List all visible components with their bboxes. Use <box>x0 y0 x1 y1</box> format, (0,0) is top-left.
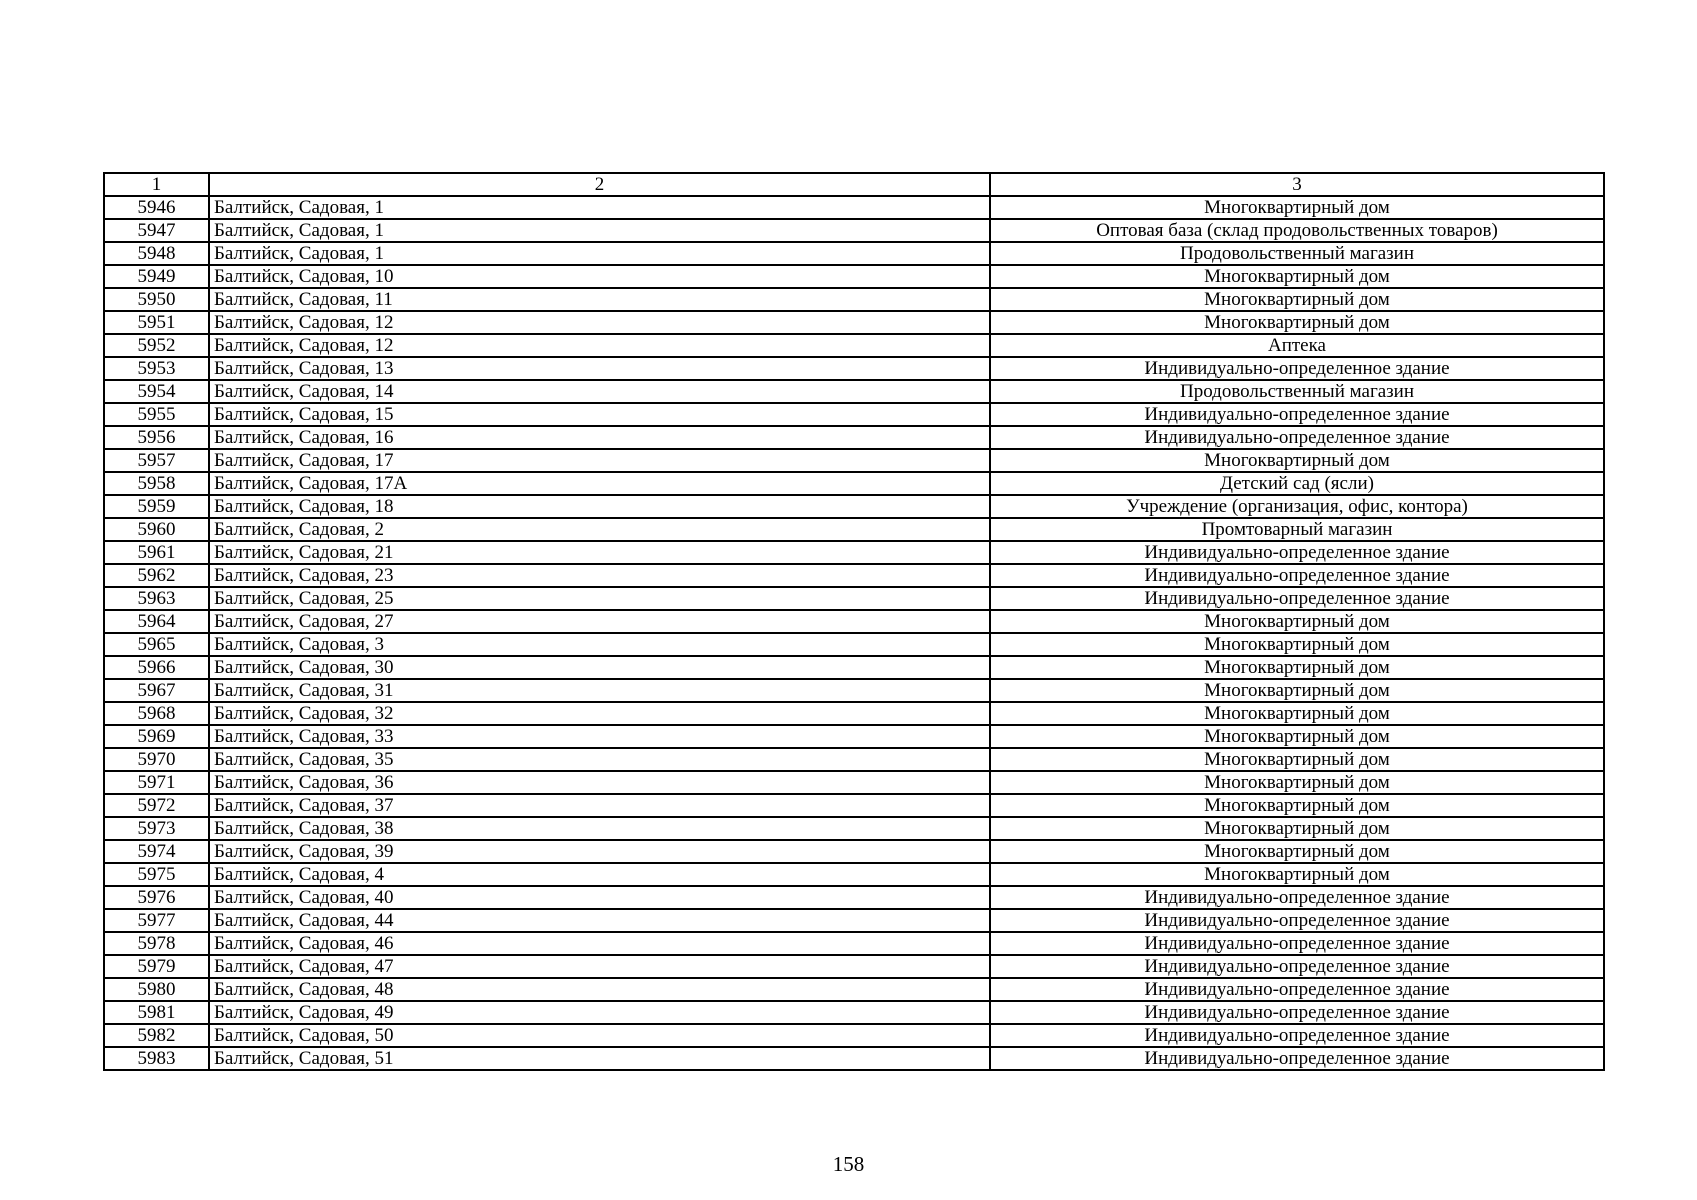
table-header-row <box>104 173 1604 196</box>
column-header-1: 1 <box>104 173 209 196</box>
address-cell: Балтийск, Садовая, 35 <box>209 748 990 771</box>
address-cell: Балтийск, Садовая, 51 <box>209 1047 990 1070</box>
table-row <box>104 932 1604 955</box>
object-type-cell: Индивидуально-определенное здание <box>990 541 1604 564</box>
row-number-cell: 5954 <box>104 380 209 403</box>
address-cell: Балтийск, Садовая, 49 <box>209 1001 990 1024</box>
row-number-cell: 5947 <box>104 219 209 242</box>
row-number-cell: 5951 <box>104 311 209 334</box>
object-type-cell: Промтоварный магазин <box>990 518 1604 541</box>
address-cell: Балтийск, Садовая, 18 <box>209 495 990 518</box>
object-type-cell: Многоквартирный дом <box>990 656 1604 679</box>
table-row <box>104 1001 1604 1024</box>
table-row <box>104 449 1604 472</box>
table-row <box>104 334 1604 357</box>
row-number-cell: 5964 <box>104 610 209 633</box>
object-type-cell: Индивидуально-определенное здание <box>990 886 1604 909</box>
table-row <box>104 1024 1604 1047</box>
table-row <box>104 955 1604 978</box>
object-type-cell: Многоквартирный дом <box>990 449 1604 472</box>
row-number-cell: 5953 <box>104 357 209 380</box>
address-cell: Балтийск, Садовая, 2 <box>209 518 990 541</box>
address-cell: Балтийск, Садовая, 38 <box>209 817 990 840</box>
row-number-cell: 5966 <box>104 656 209 679</box>
table-row <box>104 909 1604 932</box>
row-number-cell: 5977 <box>104 909 209 932</box>
row-number-cell: 5982 <box>104 1024 209 1047</box>
address-cell: Балтийск, Садовая, 12 <box>209 334 990 357</box>
address-cell: Балтийск, Садовая, 48 <box>209 978 990 1001</box>
object-type-cell: Многоквартирный дом <box>990 863 1604 886</box>
object-type-cell: Многоквартирный дом <box>990 817 1604 840</box>
row-number-cell: 5961 <box>104 541 209 564</box>
object-type-cell: Многоквартирный дом <box>990 633 1604 656</box>
object-type-cell: Индивидуально-определенное здание <box>990 1024 1604 1047</box>
row-number-cell: 5946 <box>104 196 209 219</box>
address-cell: Балтийск, Садовая, 36 <box>209 771 990 794</box>
row-number-cell: 5952 <box>104 334 209 357</box>
row-number-cell: 5960 <box>104 518 209 541</box>
row-number-cell: 5959 <box>104 495 209 518</box>
address-cell: Балтийск, Садовая, 14 <box>209 380 990 403</box>
table-row <box>104 794 1604 817</box>
object-type-cell: Многоквартирный дом <box>990 748 1604 771</box>
row-number-cell: 5974 <box>104 840 209 863</box>
table-row <box>104 196 1604 219</box>
address-cell: Балтийск, Садовая, 27 <box>209 610 990 633</box>
row-number-cell: 5979 <box>104 955 209 978</box>
object-type-cell: Индивидуально-определенное здание <box>990 587 1604 610</box>
table-body <box>104 196 1604 1070</box>
table-row <box>104 771 1604 794</box>
object-type-cell: Оптовая база (склад продовольственных товаров) <box>990 219 1604 242</box>
address-cell: Балтийск, Садовая, 17А <box>209 472 990 495</box>
address-cell: Балтийск, Садовая, 13 <box>209 357 990 380</box>
row-number-cell: 5965 <box>104 633 209 656</box>
table-row <box>104 656 1604 679</box>
object-type-cell: Многоквартирный дом <box>990 725 1604 748</box>
row-number-cell: 5957 <box>104 449 209 472</box>
address-cell: Балтийск, Садовая, 44 <box>209 909 990 932</box>
table-row <box>104 679 1604 702</box>
table-row <box>104 886 1604 909</box>
row-number-cell: 5981 <box>104 1001 209 1024</box>
object-type-cell: Индивидуально-определенное здание <box>990 357 1604 380</box>
address-cell: Балтийск, Садовая, 21 <box>209 541 990 564</box>
row-number-cell: 5980 <box>104 978 209 1001</box>
address-cell: Балтийск, Садовая, 50 <box>209 1024 990 1047</box>
row-number-cell: 5983 <box>104 1047 209 1070</box>
table-row <box>104 863 1604 886</box>
address-cell: Балтийск, Садовая, 16 <box>209 426 990 449</box>
object-type-cell: Аптека <box>990 334 1604 357</box>
address-cell: Балтийск, Садовая, 10 <box>209 265 990 288</box>
row-number-cell: 5950 <box>104 288 209 311</box>
object-type-cell: Продовольственный магазин <box>990 380 1604 403</box>
address-cell: Балтийск, Садовая, 4 <box>209 863 990 886</box>
address-cell: Балтийск, Садовая, 23 <box>209 564 990 587</box>
table-row <box>104 472 1604 495</box>
table-row <box>104 702 1604 725</box>
address-cell: Балтийск, Садовая, 37 <box>209 794 990 817</box>
address-cell: Балтийск, Садовая, 1 <box>209 196 990 219</box>
object-type-cell: Многоквартирный дом <box>990 771 1604 794</box>
table-row <box>104 633 1604 656</box>
object-type-cell: Многоквартирный дом <box>990 265 1604 288</box>
table-row <box>104 541 1604 564</box>
row-number-cell: 5976 <box>104 886 209 909</box>
object-type-cell: Индивидуально-определенное здание <box>990 1001 1604 1024</box>
table-row <box>104 219 1604 242</box>
row-number-cell: 5949 <box>104 265 209 288</box>
address-cell: Балтийск, Садовая, 32 <box>209 702 990 725</box>
row-number-cell: 5975 <box>104 863 209 886</box>
address-cell: Балтийск, Садовая, 30 <box>209 656 990 679</box>
table-row <box>104 725 1604 748</box>
row-number-cell: 5978 <box>104 932 209 955</box>
registry-table <box>103 172 1605 1071</box>
object-type-cell: Детский сад (ясли) <box>990 472 1604 495</box>
object-type-cell: Многоквартирный дом <box>990 610 1604 633</box>
row-number-cell: 5970 <box>104 748 209 771</box>
address-cell: Балтийск, Садовая, 33 <box>209 725 990 748</box>
object-type-cell: Многоквартирный дом <box>990 196 1604 219</box>
table-row <box>104 1047 1604 1070</box>
table-row <box>104 357 1604 380</box>
table-row <box>104 242 1604 265</box>
address-cell: Балтийск, Садовая, 25 <box>209 587 990 610</box>
object-type-cell: Индивидуально-определенное здание <box>990 932 1604 955</box>
address-cell: Балтийск, Садовая, 46 <box>209 932 990 955</box>
table-row <box>104 978 1604 1001</box>
table-row <box>104 587 1604 610</box>
row-number-cell: 5956 <box>104 426 209 449</box>
table-row <box>104 380 1604 403</box>
row-number-cell: 5963 <box>104 587 209 610</box>
address-cell: Балтийск, Садовая, 31 <box>209 679 990 702</box>
object-type-cell: Индивидуально-определенное здание <box>990 564 1604 587</box>
address-cell: Балтийск, Садовая, 39 <box>209 840 990 863</box>
table-row <box>104 610 1604 633</box>
object-type-cell: Многоквартирный дом <box>990 702 1604 725</box>
row-number-cell: 5967 <box>104 679 209 702</box>
address-cell: Балтийск, Садовая, 17 <box>209 449 990 472</box>
table-row <box>104 426 1604 449</box>
row-number-cell: 5962 <box>104 564 209 587</box>
object-type-cell: Индивидуально-определенное здание <box>990 403 1604 426</box>
row-number-cell: 5973 <box>104 817 209 840</box>
row-number-cell: 5969 <box>104 725 209 748</box>
object-type-cell: Индивидуально-определенное здание <box>990 955 1604 978</box>
table-row <box>104 288 1604 311</box>
address-cell: Балтийск, Садовая, 47 <box>209 955 990 978</box>
address-cell: Балтийск, Садовая, 12 <box>209 311 990 334</box>
table-row <box>104 265 1604 288</box>
row-number-cell: 5948 <box>104 242 209 265</box>
table-row <box>104 817 1604 840</box>
row-number-cell: 5971 <box>104 771 209 794</box>
address-cell: Балтийск, Садовая, 3 <box>209 633 990 656</box>
row-number-cell: 5968 <box>104 702 209 725</box>
address-cell: Балтийск, Садовая, 40 <box>209 886 990 909</box>
table-row <box>104 840 1604 863</box>
page-number: 158 <box>832 1152 865 1176</box>
address-cell: Балтийск, Садовая, 1 <box>209 219 990 242</box>
object-type-cell: Многоквартирный дом <box>990 794 1604 817</box>
table-row <box>104 518 1604 541</box>
row-number-cell: 5958 <box>104 472 209 495</box>
table-row <box>104 495 1604 518</box>
object-type-cell: Многоквартирный дом <box>990 311 1604 334</box>
row-number-cell: 5972 <box>104 794 209 817</box>
object-type-cell: Многоквартирный дом <box>990 840 1604 863</box>
column-header-2: 2 <box>209 173 990 196</box>
table-row <box>104 311 1604 334</box>
object-type-cell: Многоквартирный дом <box>990 288 1604 311</box>
table-row <box>104 564 1604 587</box>
object-type-cell: Индивидуально-определенное здание <box>990 1047 1604 1070</box>
address-cell: Балтийск, Садовая, 15 <box>209 403 990 426</box>
object-type-cell: Учреждение (организация, офис, контора) <box>990 495 1604 518</box>
row-number-cell: 5955 <box>104 403 209 426</box>
column-header-3: 3 <box>990 173 1604 196</box>
table-row <box>104 403 1604 426</box>
object-type-cell: Многоквартирный дом <box>990 679 1604 702</box>
object-type-cell: Продовольственный магазин <box>990 242 1604 265</box>
table-row <box>104 748 1604 771</box>
object-type-cell: Индивидуально-определенное здание <box>990 426 1604 449</box>
object-type-cell: Индивидуально-определенное здание <box>990 978 1604 1001</box>
address-cell: Балтийск, Садовая, 11 <box>209 288 990 311</box>
address-cell: Балтийск, Садовая, 1 <box>209 242 990 265</box>
object-type-cell: Индивидуально-определенное здание <box>990 909 1604 932</box>
